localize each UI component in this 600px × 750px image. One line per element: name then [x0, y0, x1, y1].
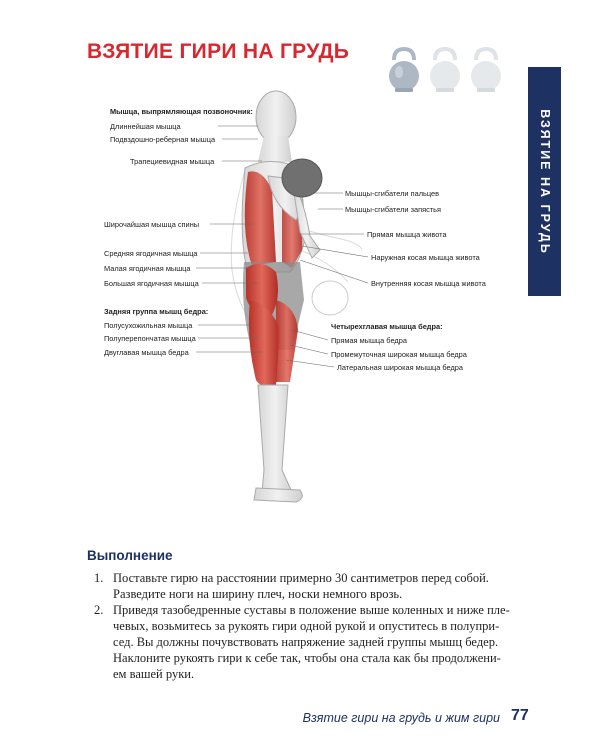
label-latissimus: Широчайшая мышца спины	[104, 220, 200, 229]
step-number: 2.	[94, 603, 104, 617]
kettlebell-ghost	[312, 281, 348, 315]
foot	[254, 488, 302, 502]
step-line: ем вашей руки.	[113, 667, 195, 681]
label-hamstrings: Задняя группа мышц бедра:	[104, 307, 209, 316]
label-internal-oblique: Внутренняя косая мышца живота	[371, 279, 486, 288]
step-item	[94, 602, 514, 682]
page-title: ВЗЯТИЕ ГИРИ НА ГРУДЬ	[87, 40, 350, 63]
lower-leg	[258, 385, 292, 492]
step-line: Поставьте гирю на расстоянии примерно 30 сантиметров перед собой.	[113, 571, 489, 585]
label-glute-minimus: Малая ягодичная мышца	[104, 264, 191, 273]
label-glute-maximus: Большая ягодичная мышца	[104, 279, 199, 288]
neck	[258, 136, 292, 162]
head	[256, 91, 296, 143]
label-semimembranosus: Полуперепончатая мышца	[104, 334, 196, 343]
label-trapezius: Трапециевидная мышца	[130, 157, 215, 166]
step-line: Приведя тазобедренные суставы в положение выше коленных и ниже пле-	[113, 603, 510, 617]
label-finger-flexors: Мышцы-сгибатели пальцев	[345, 189, 440, 198]
label-iliocostalis: Подвздошно-реберная мышца	[110, 135, 216, 144]
side-tab-label: ВЗЯТИЕ НА ГРУДЬ	[537, 108, 552, 255]
step-line: Разведите ноги на ширину плеч, носки немного врозь.	[113, 587, 403, 601]
label-vastus-intermedius: Промежуточная широкая мышца бедра	[331, 350, 467, 359]
step-line: чевых, возьмитесь за рукоять гири одной рукой и опуститесь в полупри-	[113, 619, 500, 633]
label-vastus-lateralis: Латеральная широкая мышца бедра	[337, 363, 464, 372]
label-erector-spinae: Мышца, выпрямляющая позвоночник:	[110, 107, 253, 116]
label-rectus-femoris: Прямая мышца бедра	[331, 336, 407, 345]
instruction-steps	[94, 570, 514, 682]
label-wrist-flexors: Мышцы-сгибатели запястья	[345, 205, 442, 214]
athlete-figure	[242, 91, 348, 502]
kettlebell-held	[282, 159, 322, 197]
label-longissimus: Длиннейшая мышца	[110, 122, 181, 131]
label-quadriceps: Четырехглавая мышца бедра:	[331, 322, 443, 331]
label-glute-medius: Средняя ягодичная мышца	[104, 249, 198, 258]
step-line: Наклоните рукоять гири к себе так, чтобы она стала как бы продолжени-	[113, 651, 501, 665]
section-heading: Выполнение	[87, 548, 173, 563]
label-external-oblique: Наружная косая мышца живота	[371, 253, 480, 262]
page-number: 77	[511, 707, 529, 724]
label-rectus-abdominis: Прямая мышца живота	[367, 230, 447, 239]
running-footer: Взятие гири на грудь и жим гири	[302, 711, 500, 725]
step-number: 1.	[94, 571, 104, 585]
label-biceps-femoris: Двуглавая мышца бедра	[104, 348, 189, 357]
label-semitendinosus: Полусухожильная мышца	[104, 321, 193, 330]
step-item	[94, 570, 514, 602]
step-line: сед. Вы должны почувствовать напряжение задней группы мышц бедер.	[113, 635, 499, 649]
